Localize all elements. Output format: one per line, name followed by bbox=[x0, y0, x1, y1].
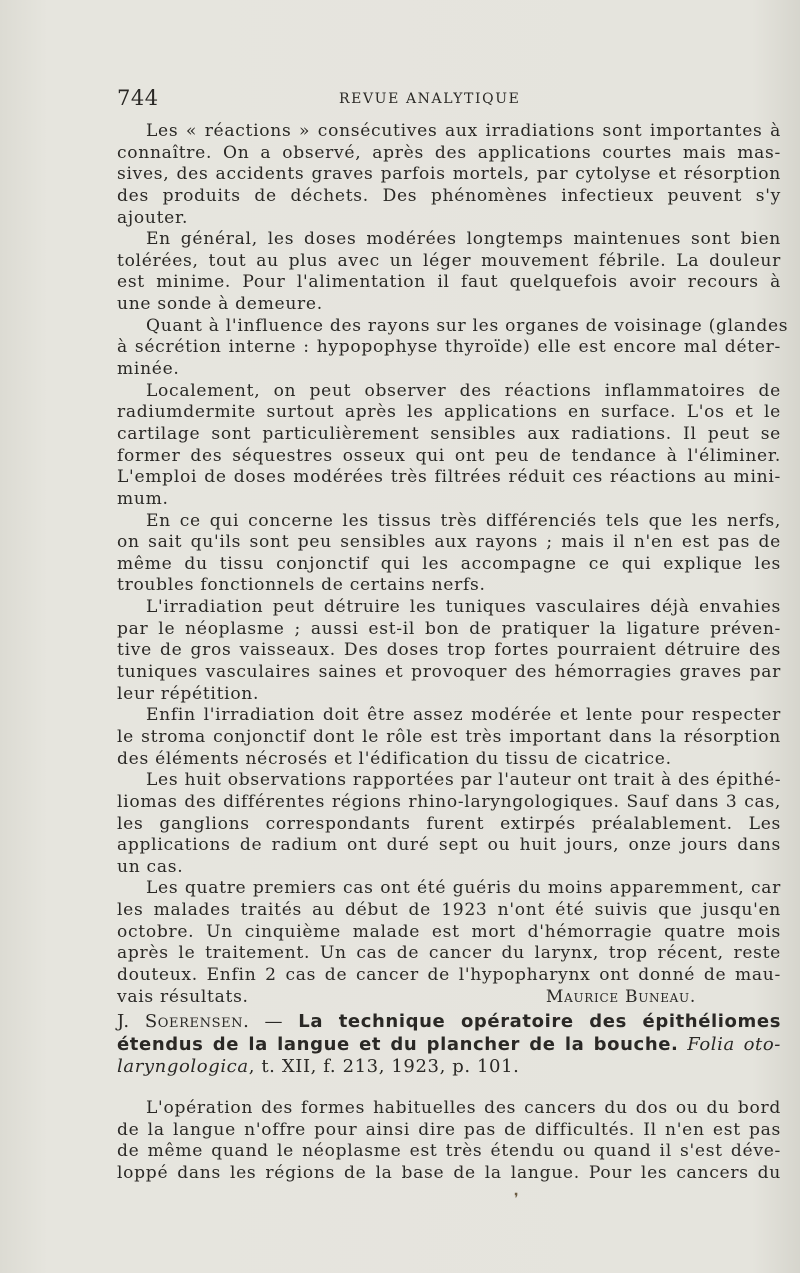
text-line: même du tissu conjonctif qui les accompagne ce qui explique les bbox=[117, 553, 781, 574]
text-line: leur répétition. bbox=[117, 683, 260, 704]
text-line: est minime. Pour l'alimentation il faut quelquefois avoir recours à bbox=[117, 272, 781, 293]
running-head: REVUE ANALYTIQUE bbox=[339, 91, 521, 107]
reviewer-signature: Maurice Buneau. bbox=[545, 986, 696, 1007]
text-line: de même quand le néoplasme est très étendu ou quand il s'est déve- bbox=[117, 1141, 781, 1162]
article-heading bbox=[117, 1011, 781, 1079]
text-line: les ganglions correspondants furent extirpés préalablement. Les bbox=[117, 813, 781, 834]
paragraph bbox=[117, 770, 781, 878]
paragraph bbox=[117, 705, 781, 770]
heading-line bbox=[117, 1011, 781, 1034]
ink-speck: ❜ bbox=[514, 1191, 519, 1207]
text-line: Les quatre premiers cas ont été guéris du moins apparemment, car bbox=[146, 878, 781, 899]
text-line: L'irradiation peut détruire les tuniques vasculaires déjà envahies bbox=[146, 597, 781, 618]
text-line: une sonde à demeure. bbox=[117, 294, 323, 315]
paragraph bbox=[117, 511, 781, 598]
review-text bbox=[117, 121, 789, 1008]
text-line: Quant à l'influence des rayons sur les organes de voisinage (glandes bbox=[146, 315, 789, 336]
heading-line bbox=[117, 1056, 781, 1079]
text-line: Enfin l'irradiation doit être assez modérée et lente pour respecter bbox=[146, 705, 781, 726]
text-line: de la langue n'offre pour ainsi dire pas de difficultés. Il n'en est pas bbox=[117, 1119, 781, 1140]
text-line: des produits de déchets. Des phénomènes infectieux peuvent s'y bbox=[117, 185, 781, 206]
article-text bbox=[117, 1098, 781, 1185]
paragraph bbox=[117, 597, 781, 705]
heading-line bbox=[117, 1034, 781, 1057]
paragraph bbox=[117, 229, 781, 316]
paragraph bbox=[117, 315, 789, 381]
text-line: tolérées, tout au plus avec un léger mouvement fébrile. La douleur bbox=[117, 250, 781, 271]
text-line: radiumdermite surtout après les applications en surface. L'os et le bbox=[117, 402, 781, 423]
text-line: connaître. On a observé, après des applications courtes mais mas- bbox=[117, 142, 781, 163]
paragraph bbox=[117, 121, 781, 229]
text-line: à sécrétion interne : hypopophyse thyroïde) elle est encore mal déter- bbox=[117, 337, 781, 358]
text-line: octobre. Un cinquième malade est mort d'hémorragie quatre mois bbox=[117, 921, 781, 942]
text-line: Localement, on peut observer des réactions inflammatoires de bbox=[146, 380, 781, 401]
article-author: J. Soerensen. bbox=[117, 1011, 250, 1032]
text-line: mum. bbox=[117, 488, 169, 509]
text-line: on sait qu'ils sont peu sensibles aux rayons ; mais il n'en est pas de bbox=[117, 532, 781, 553]
text-line: L'opération des formes habituelles des cancers du dos ou du bord bbox=[146, 1098, 781, 1118]
text-line: tuniques vasculaires saines et provoquer des hémorragies graves par bbox=[117, 662, 781, 683]
text-line: vais résultats. bbox=[117, 986, 249, 1007]
text-line: En ce qui concerne les tissus très différenciés tels que les nerfs, bbox=[146, 510, 781, 531]
text-line: En général, les doses modérées longtemps maintenues sont bien bbox=[146, 229, 781, 250]
text-line: troubles fonctionnels de certains nerfs. bbox=[117, 575, 486, 596]
text-line: tive de gros vaisseaux. Des doses trop fortes pourraient détruire des bbox=[117, 640, 781, 661]
text-line: les malades traités au début de 1923 n'ont été suivis que jusqu'en bbox=[117, 900, 781, 921]
text-line: L'emploi de doses modérées très filtrées réduit ces réactions au mini- bbox=[117, 467, 781, 488]
paragraph bbox=[117, 878, 781, 1008]
text-line: Les huit observations rapportées par l'auteur ont trait à des épithé- bbox=[146, 770, 782, 791]
article-title-part: La technique opératoire des épithéliomes bbox=[298, 1011, 782, 1032]
text-line: ajouter. bbox=[117, 207, 189, 228]
article-citation: , t. XII, f. 213, 1923, p. 101. bbox=[248, 1056, 520, 1077]
text-line: Les « réactions » consécutives aux irradiations sont importantes à bbox=[146, 121, 781, 141]
text-line: loppé dans les régions de la base de la langue. Pour les cancers du bbox=[117, 1162, 781, 1183]
article-title-part: étendus de la langue et du plancher de la bouche. bbox=[117, 1033, 679, 1055]
heading-dash: — bbox=[249, 1011, 299, 1032]
text-line: applications de radium ont duré sept ou huit jours, onze jours dans bbox=[117, 835, 781, 856]
text-line: des éléments nécrosés et l'édification du tissu de cicatrice. bbox=[117, 748, 672, 769]
text-line: liomas des différentes régions rhino-laryngologiques. Sauf dans 3 cas, bbox=[117, 791, 781, 812]
text-line: douteux. Enfin 2 cas de cancer de l'hypopharynx ont donné de mau- bbox=[117, 964, 781, 985]
text-line: après le traitement. Un cas de cancer du larynx, trop récent, reste bbox=[117, 943, 781, 964]
journal-title-part: laryngologica bbox=[117, 1056, 249, 1077]
paragraph bbox=[117, 381, 781, 511]
text-line: cartilage sont particulièrement sensibles aux radiations. Il peut se bbox=[117, 423, 781, 444]
page-number: 744 bbox=[117, 86, 159, 110]
text-line: former des séquestres osseux qui ont peu de tendance à l'éliminer. bbox=[117, 445, 781, 466]
page-header bbox=[117, 86, 717, 110]
text-line: minée. bbox=[117, 359, 180, 380]
text-line: le stroma conjonctif dont le rôle est très important dans la résorption bbox=[117, 726, 781, 747]
journal-title-part: Folia oto- bbox=[687, 1033, 781, 1055]
text-line: par le néoplasme ; aussi est-il bon de pratiquer la ligature préven- bbox=[117, 618, 781, 639]
signature-line bbox=[117, 987, 781, 1009]
paragraph bbox=[117, 1098, 781, 1185]
text-line: un cas. bbox=[117, 856, 184, 877]
text-line: sives, des accidents graves parfois mortels, par cytolyse et résorption bbox=[117, 164, 781, 185]
